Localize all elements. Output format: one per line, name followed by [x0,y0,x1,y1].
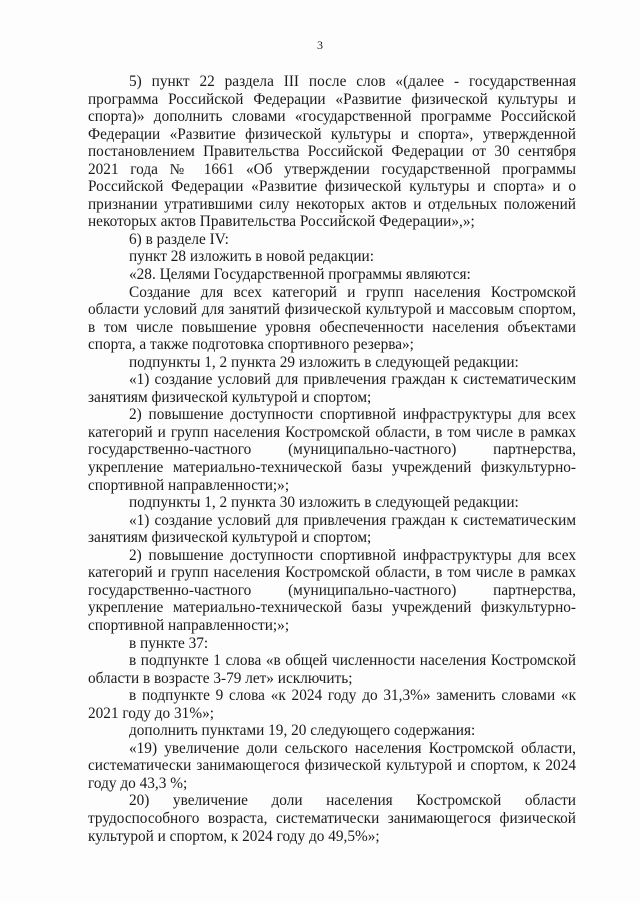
page-number: 3 [317,38,323,52]
paragraph-point-28-intro: пункт 28 изложить в новой редакции: [129,248,374,266]
paragraph-point-30-intro: подпункты 1, 2 пункта 30 изложить в следующей редакции: [129,494,519,512]
paragraph-item-5: 5) пункт 22 раздела III после слов «(далее - государственная программа Российской Федерации «Развитие физической культуры и спорта)» дополнить словами «государственной программе Российской Федерации «Развитие физической культуры и спорта», утвержденной постановлением Правительства Российской Федерации от 30 сентября 2021 года № 1661 «Об утверждении государственной программы Российской Федерации «Развитие физической культуры и спорта» и о признании утратившими силу некоторых актов и отдельных положений некоторых актов Правительства Российской Федерации»,»; [88,73,576,231]
paragraph-point-28-text: Создание для всех категорий и групп населения Костромской области условий для занятий физической культурой и массовым спортом, в том числе повышение уровня обеспеченности населения объектами спорта, а также подготовка спортивного резерва»; [88,283,576,354]
paragraph-point-29-sub-1: «1) создание условий для привлечения граждан к систематическим занятиям физической культурой и спортом; [88,371,576,406]
paragraph-point-30-sub-2: 2) повышение доступности спортивной инфраструктуры для всех категорий и групп населения Костромской области, в том числе в рамках государственно-частного (муниципально-частного) партнерства, укрепление материально-технической базы учреждений физкультурно-спортивной направленности;»; [88,546,576,634]
paragraph-new-point-19: «19) увеличение доли сельского населения Костромской области, систематически занимающегося физической культурой и спортом, к 2024 году до 43,3 %; [88,739,576,792]
paragraph-point-29-intro: подпункты 1, 2 пункта 29 изложить в следующей редакции: [129,353,519,371]
paragraph-section-iv: 6) в разделе IV: [129,230,229,248]
paragraph-add-points: дополнить пунктами 19, 20 следующего содержания: [129,722,476,740]
paragraph-point-29-sub-2: 2) повышение доступности спортивной инфраструктуры для всех категорий и групп населения Костромской области, в том числе в рамках государственно-частного (муниципально-частного) партнерства, укрепление материально-технической базы учреждений физкультурно-спортивной направленности;»; [88,406,576,494]
paragraph-point-37-intro: в пункте 37: [129,634,209,652]
paragraph-new-point-20: 20) увеличение доли населения Костромской области трудоспособного возраста, систематически занимающегося физической культурой и спортом, к 2024 году до 49,5%»; [88,792,576,845]
paragraph-point-30-sub-1: «1) создание условий для привлечения граждан к систематическим занятиям физической культурой и спортом; [88,511,576,547]
paragraph-point-28-title: «28. Целями Государственной программы являются: [129,266,471,284]
document-body [88,73,576,845]
paragraph-point-37-sub-9: в подпункте 9 слова «к 2024 году до 31,3%» заменить словами «к 2021 году до 31%»; [88,687,576,722]
paragraph-point-37-sub-1: в подпункте 1 слова «в общей численности населения Костромской области в возрасте 3-79 лет» исключить; [88,652,576,687]
